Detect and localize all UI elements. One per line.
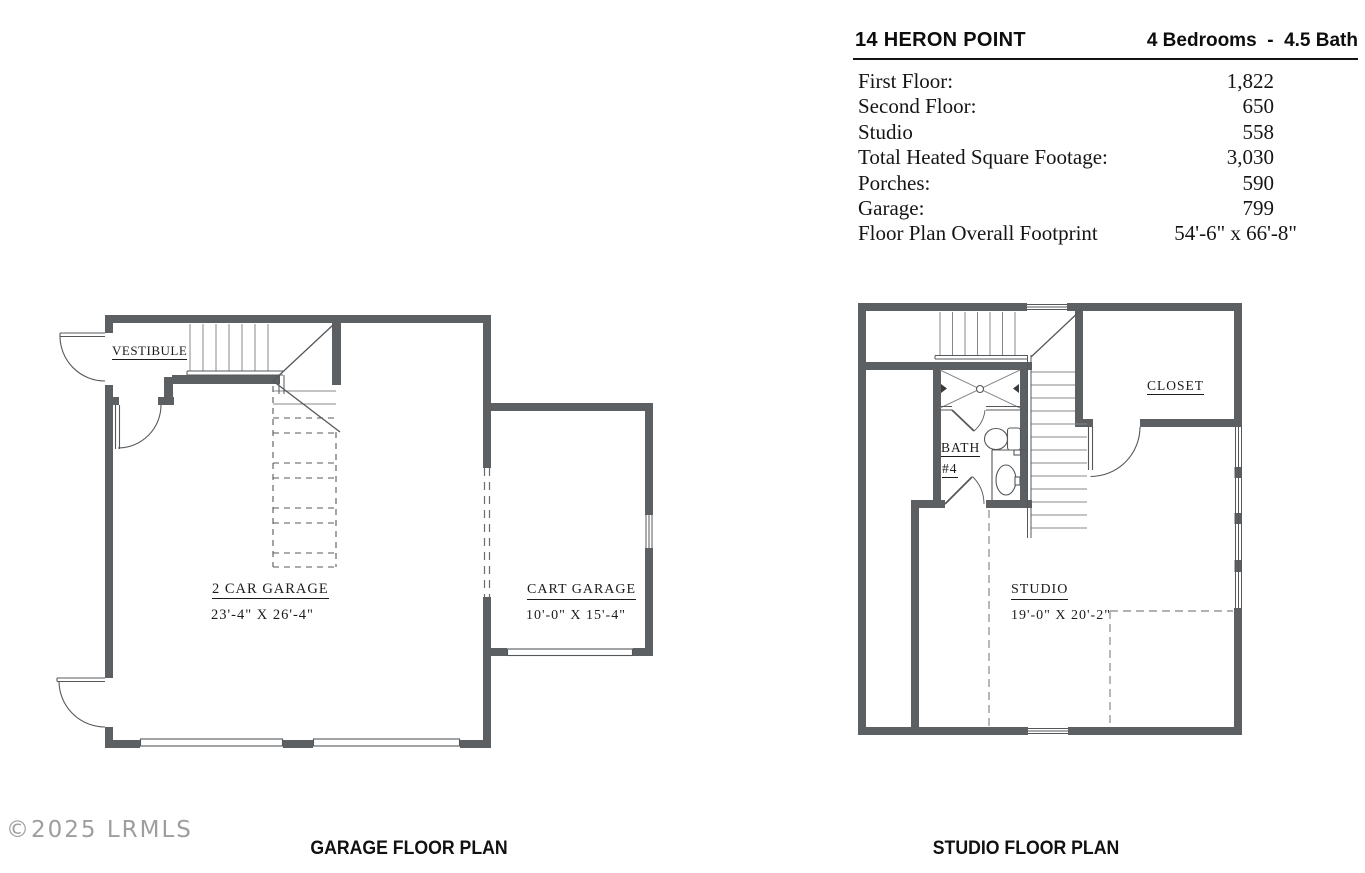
spec-row (853, 120, 1358, 145)
closet-door (1089, 427, 1141, 477)
garage-stair-dashed (273, 386, 336, 567)
spec-row (853, 69, 1358, 94)
cart-garage-window (646, 515, 652, 548)
room-dim-2-car-garage: 23'-4" X 26'-4" (211, 607, 314, 623)
room-label-cart-garage: CART GARAGE (527, 583, 636, 600)
studio-plan-walls (858, 303, 1242, 735)
spec-row (853, 196, 1358, 221)
room-label-bath: BATH (941, 441, 980, 457)
spec-label: Garage: (858, 195, 925, 220)
spec-label: First Floor: (858, 69, 954, 93)
property-spec-block (853, 29, 1358, 247)
spec-row (853, 171, 1358, 196)
spec-label: Total Heated Square Footage: (858, 145, 1108, 170)
garage-plan-caption: GARAGE FLOOR PLAN (310, 838, 508, 859)
spec-label: Floor Plan Overall Footprint (858, 221, 1098, 246)
property-title-row (853, 29, 1358, 60)
mls-watermark: ©2025 LRMLS (6, 817, 193, 843)
spec-row (853, 221, 1358, 246)
spec-label: Studio (858, 119, 913, 144)
room-label-2-car-garage: 2 CAR GARAGE (212, 582, 329, 599)
studio-plan-caption: STUDIO FLOOR PLAN (932, 838, 1120, 859)
garage-stairs (190, 324, 336, 404)
bathroom-fixtures (940, 370, 1028, 504)
room-dim-cart-garage: 10'-0" X 15'-4" (526, 608, 626, 623)
spec-row (853, 94, 1358, 119)
spec-label: Porches: (858, 170, 931, 195)
room-label-closet: CLOSET (1147, 379, 1204, 395)
garage-plan-walls (105, 315, 653, 748)
spec-value: 3,030 (1226, 145, 1274, 170)
spec-value: 1,822 (1226, 69, 1274, 93)
property-spec-table (853, 69, 1358, 247)
room-label-vestibule: VESTIBULE (112, 343, 188, 358)
spec-value: 650 (1242, 94, 1274, 119)
spec-value: 558 (1242, 119, 1274, 144)
garage-doors (57, 333, 633, 746)
room-label-studio: STUDIO (1011, 583, 1068, 600)
spec-value: 54'-6" x 66'-8" (1174, 221, 1297, 246)
property-bed-bath: 4 Bedrooms - 4.5 Bath (1146, 30, 1358, 51)
room-dim-studio: 19'-0" X 20'-2" (1011, 608, 1111, 623)
spec-value: 799 (1242, 195, 1274, 220)
spec-label: Second Floor: (858, 94, 977, 119)
spec-value: 590 (1242, 170, 1274, 195)
studio-windows (1027, 305, 1242, 734)
spec-row (853, 145, 1358, 170)
property-title: 14 HERON POINT (855, 29, 1026, 51)
garage-openings (485, 468, 490, 597)
room-label-bath-number: #4 (942, 462, 958, 478)
